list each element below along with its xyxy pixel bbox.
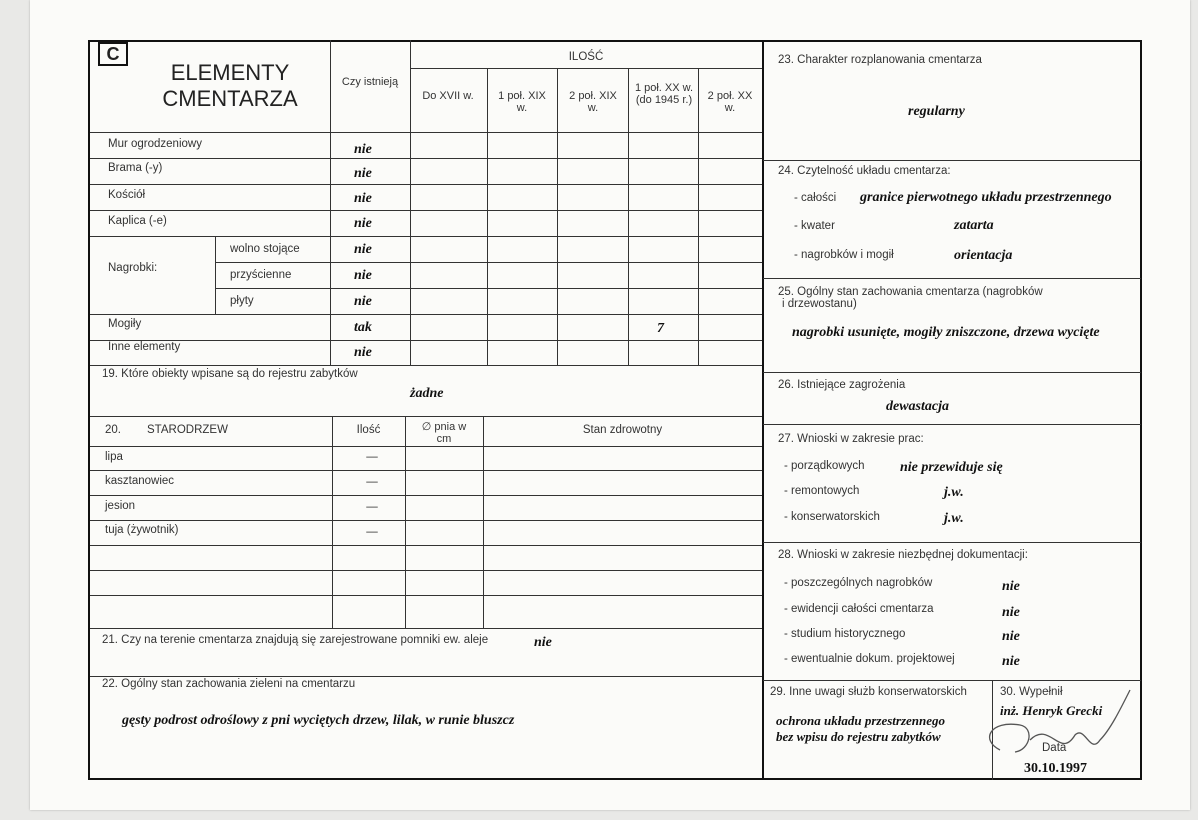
graves-divider: [215, 236, 216, 314]
q19-label: 19. Które obiekty wpisane są do rejestru zabytków: [102, 368, 358, 380]
element-label: Kościół: [108, 189, 146, 201]
q20-number: 20.: [105, 424, 121, 436]
quantity-underline: [410, 68, 762, 69]
q21-label: 21. Czy na terenie cmentarza znajdują się zarejestrowane pomniki ew. aleje: [102, 634, 489, 646]
row-line: [90, 236, 762, 237]
period-header: 1 poł. XX w. (do 1945 r.): [634, 82, 694, 106]
col-exists-left: [330, 40, 331, 365]
q19-answer: żadne: [410, 386, 444, 401]
q20-title: STARODRZEW: [147, 424, 228, 436]
tree-name: lipa: [105, 451, 123, 463]
q20-diameter-header: ∅ pnia w cm: [421, 421, 467, 445]
exists-value: nie: [354, 294, 372, 309]
q22-label: 22. Ogólny stan zachowania zieleni na cmentarzu: [102, 678, 356, 690]
q28-item: - poszczególnych nagrobków: [784, 577, 933, 589]
row-line: [90, 158, 762, 159]
element-label: płyty: [230, 295, 254, 307]
tree-qty: —: [366, 476, 378, 488]
exists-value: nie: [354, 166, 372, 181]
graves-group-label: Nagrobki:: [108, 262, 158, 274]
center-divider: [762, 40, 764, 780]
q21-answer: nie: [534, 635, 552, 650]
q27-answer: nie przewiduje się: [900, 460, 1003, 475]
row-line: [90, 340, 762, 341]
q26-bottom-line: [763, 424, 1141, 425]
q20-row-line: [90, 495, 762, 496]
q20-row-line: [90, 520, 762, 521]
q20-qty-header: Ilość: [356, 424, 381, 436]
exists-value: nie: [354, 345, 372, 360]
row-line: [90, 365, 762, 366]
q28-item: - ewidencji całości cmentarza: [784, 603, 934, 615]
title-line2: CMENTARZA: [162, 86, 298, 111]
period-header: 2 poł. XX w.: [707, 90, 753, 114]
q28-answer: nie: [1002, 605, 1020, 620]
element-label: przyścienne: [230, 269, 292, 281]
q20-col: [483, 416, 484, 628]
q28-label: 28. Wnioski w zakresie niezbędnej dokumentacji:: [778, 549, 1028, 561]
q20-col: [405, 416, 406, 628]
q23-bottom-line: [763, 160, 1141, 161]
period-header: 2 poł. XIX w.: [569, 90, 617, 114]
col-period-3: [628, 68, 629, 365]
q30-date: 30.10.1997: [1024, 761, 1087, 776]
q25-label-cont: i drzewostanu): [782, 298, 857, 310]
signature-mark: [960, 680, 1140, 780]
q20-row-line: [90, 470, 762, 471]
exists-value: nie: [354, 216, 372, 231]
q23-label: 23. Charakter rozplanowania cmentarza: [778, 54, 982, 66]
row-line: [90, 184, 762, 185]
q24-label: 24. Czytelność układu cmentarza:: [778, 165, 951, 177]
q29-label: 29. Inne uwagi służb konserwatorskich: [770, 686, 967, 698]
q24-item: - kwater: [794, 220, 835, 232]
col-period-1: [487, 68, 488, 365]
q27-answer: j.w.: [944, 485, 964, 500]
q27-answer: j.w.: [944, 511, 964, 526]
quantity-header: ILOŚĆ: [568, 51, 604, 63]
row-line: [90, 314, 762, 315]
exists-header: Czy istnieją: [341, 76, 399, 88]
exists-value: tak: [354, 320, 372, 335]
exists-value: nie: [354, 242, 372, 257]
tree-name: tuja (żywotnik): [105, 524, 179, 536]
q27-label: 27. Wnioski w zakresie prac:: [778, 433, 924, 445]
tree-qty: —: [366, 501, 378, 513]
row-line: [215, 262, 762, 263]
q30-label: 30. Wypełnił: [1000, 686, 1063, 698]
col-exists-right: [410, 40, 411, 365]
exists-value: nie: [354, 268, 372, 283]
q23-answer: regularny: [908, 104, 965, 119]
q20-bottom-line: [90, 628, 762, 629]
tree-name: jesion: [105, 500, 136, 512]
q26-answer: dewastacja: [886, 399, 949, 414]
q29-answer-cont: bez wpisu do rejestru zabytków: [776, 729, 941, 744]
element-label: Mur ogrodzeniowy: [108, 138, 202, 150]
q26-label: 26. Istniejące zagrożenia: [778, 379, 906, 391]
q24-answer: granice pierwotnego układu przestrzennego: [860, 190, 1112, 205]
q20-health-header: Stan zdrowotny: [582, 424, 663, 436]
tree-qty: —: [366, 451, 378, 463]
q29-answer: ochrona układu przestrzennego: [776, 713, 946, 728]
element-label: Mogiły: [108, 318, 142, 330]
q27-bottom-line: [763, 542, 1141, 543]
q28-answer: nie: [1002, 654, 1020, 669]
row-line: [90, 210, 762, 211]
q25-label: 25. Ogólny stan zachowania cmentarza (nagrobków: [778, 286, 1043, 298]
q24-bottom-line: [763, 278, 1141, 279]
q30-name: inż. Henryk Grecki: [1000, 703, 1103, 718]
q21-bottom-line: [90, 676, 762, 677]
col-period-4: [698, 68, 699, 365]
tree-name: kasztanowiec: [105, 475, 175, 487]
q28-answer: nie: [1002, 579, 1020, 594]
q28-answer: nie: [1002, 629, 1020, 644]
exists-value: nie: [354, 142, 372, 157]
q25-bottom-line: [763, 372, 1141, 373]
form-title: [130, 60, 330, 112]
q28-item: - studium historycznego: [784, 628, 906, 640]
q20-col: [332, 416, 333, 628]
element-label: Brama (-y): [108, 162, 163, 174]
q24-answer: zatarta: [954, 218, 994, 233]
q28-item: - ewentualnie dokum. projektowej: [784, 653, 955, 665]
period-header: 1 poł. XIX w.: [498, 90, 546, 114]
form-frame: [88, 40, 1142, 780]
q25-answer: nagrobki usunięte, mogiły zniszczone, drzewa wycięte: [792, 325, 1100, 340]
period-header: Do XVII w.: [422, 90, 474, 102]
q24-answer: orientacja: [954, 248, 1013, 263]
q24-item: - nagrobków i mogił: [794, 249, 894, 261]
exists-value: nie: [354, 191, 372, 206]
q20-row-line: [90, 595, 762, 596]
q20-row-line: [90, 570, 762, 571]
q30-date-label: Data: [1042, 742, 1067, 754]
q20-row-line: [90, 446, 762, 447]
section-letter: C: [98, 42, 128, 66]
col-period-2: [557, 68, 558, 365]
header-bottom-line: [90, 132, 762, 133]
q22-answer: gęsty podrost odroślowy z pni wyciętych drzew, lilak, w runie bluszcz: [122, 713, 515, 728]
q20-row-line: [90, 545, 762, 546]
element-label: wolno stojące: [230, 243, 300, 255]
q19-bottom-line: [90, 416, 762, 417]
q24-item: - całości: [794, 192, 837, 204]
q27-item: - konserwatorskich: [784, 511, 880, 523]
q27-item: - porządkowych: [784, 460, 865, 472]
graves-count: 7: [657, 321, 664, 336]
title-line1: ELEMENTY: [170, 60, 290, 85]
row-line: [215, 288, 762, 289]
element-label: Inne elementy: [108, 341, 181, 353]
tree-qty: —: [366, 526, 378, 538]
q27-item: - remontowych: [784, 485, 860, 497]
element-label: Kaplica (-e): [108, 215, 167, 227]
